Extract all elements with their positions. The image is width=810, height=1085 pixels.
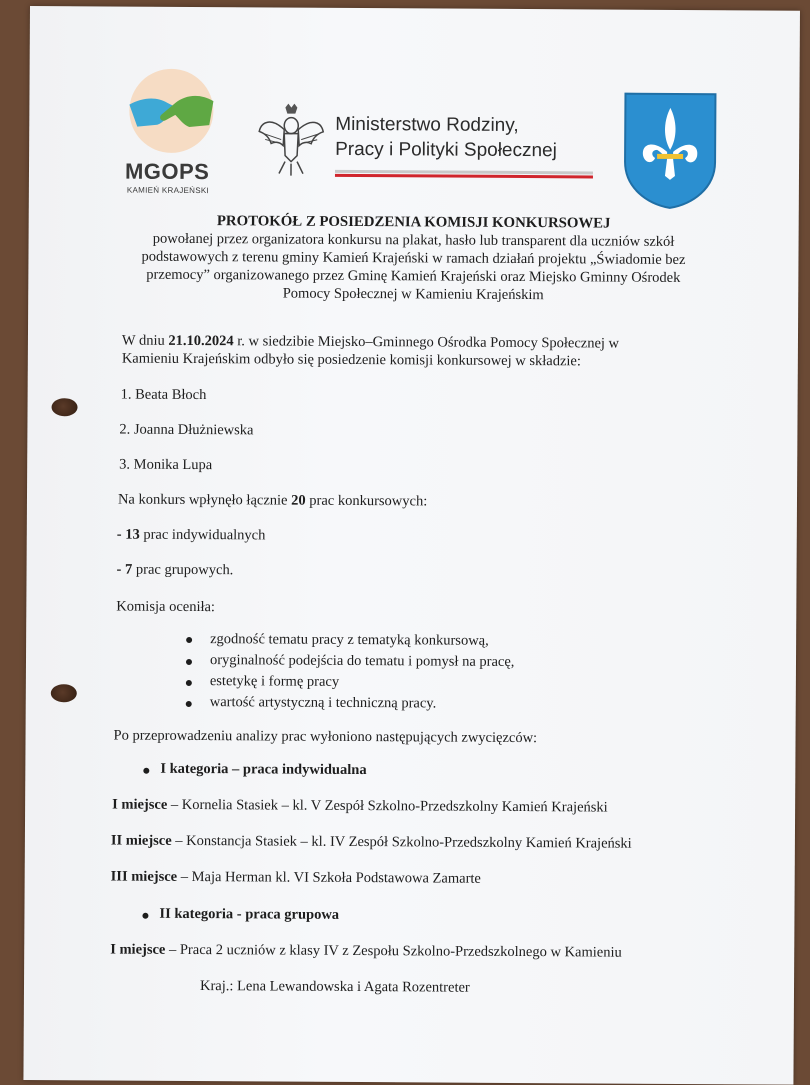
hands-icon — [123, 67, 220, 164]
category-1-place-2 — [111, 833, 632, 853]
document-title: PROTOKÓŁ Z POSIEDZENIA KOMISJI KONKURSOWEJ — [216, 213, 611, 232]
member-1: 1. Beata Błoch — [120, 386, 207, 404]
group-count: - 7 — [116, 561, 133, 578]
intro-line-2: Kamieniu Krajeńskim odbyło się posiedzenie komisji konkursowej w składzie: — [121, 350, 581, 370]
bullet-icon — [186, 701, 192, 707]
mgops-logo — [123, 67, 224, 208]
place-label: II miejsce — [110, 832, 172, 849]
place-winner: – Praca 2 uczniów z klasy IV z Zespołu Szkolno-Przedszkolnego w Kamieniu — [165, 941, 622, 961]
ministry-rule-red — [335, 174, 593, 179]
punch-hole — [51, 684, 77, 702]
place-winner: – Kornelia Stasiek – kl. V Zespół Szkolno-Przedszkolny Kamień Krajeński — [167, 796, 608, 816]
entries-suffix: prac konkursowych: — [305, 492, 428, 510]
member-2: 2. Joanna Dłużniewska — [119, 421, 254, 439]
entries-total-count: 20 — [291, 492, 306, 509]
group-text: prac grupowych. — [132, 561, 234, 579]
title-line-2: podstawowych z terenu gminy Kamień Krajeński w ramach działań projektu „Świadomie bez — [141, 248, 686, 269]
entries-group — [117, 562, 234, 580]
meeting-date: 21.10.2024 — [168, 332, 234, 350]
ministry-line-1: Ministerstwo Rodziny, — [335, 113, 519, 136]
criteria-item-3: estetykę i formę pracy — [209, 673, 340, 690]
intro-line-1 — [122, 333, 619, 353]
criteria-heading: Komisja oceniła: — [116, 598, 216, 616]
entries-prefix: Na konkurs wpłynęło łącznie — [117, 491, 292, 509]
bullet-icon — [186, 659, 192, 665]
bullet-icon — [186, 637, 192, 643]
criteria-item-1: zgodność tematu pracy z tematyką konkursową, — [210, 631, 489, 649]
document-page — [23, 6, 800, 1085]
category-2-place-1 — [110, 942, 622, 962]
mgops-name: MGOPS — [124, 158, 210, 185]
category-1-label: I kategoria – praca indywidualna — [160, 760, 367, 779]
member-3: 3. Monika Lupa — [119, 456, 213, 474]
intro-prefix: W dniu — [121, 332, 169, 349]
mgops-subtitle: KAMIEŃ KRAJEŃSKI — [126, 185, 210, 196]
place-winner: – Maja Herman kl. VI Szkoła Podstawowa Zamarte — [177, 868, 481, 887]
entries-individual — [117, 527, 266, 545]
coat-of-arms-icon — [623, 92, 718, 216]
place-label: I miejsce — [112, 796, 168, 813]
punch-hole — [51, 398, 77, 416]
ministry-name — [335, 112, 557, 163]
results-intro: Po przeprowadzeniu analizy prac wyłoniono następujących zwycięzców: — [113, 727, 538, 747]
place-label: III miejsce — [110, 868, 178, 885]
place-winner: – Konstancja Stasiek – kl. IV Zespół Szkolno-Przedszkolny Kamień Krajeński — [171, 832, 632, 852]
entries-total — [118, 492, 427, 511]
title-line-4: Pomocy Społecznej w Kamieniu Krajeńskim — [282, 285, 544, 304]
category-1-place-1 — [112, 797, 608, 817]
title-line-3: przemocy” organizowanego przez Gminę Kamień Krajeński oraz Miejsko Gminny Ośrodek — [146, 266, 681, 286]
category-2-continuation: Kraj.: Lena Lewandowska i Agata Rozentreter — [199, 978, 470, 996]
bullet-icon — [143, 768, 149, 774]
title-line-1: powołanej przez organizatora konkursu na plakat, hasło lub transparent dla uczniów szkół — [152, 230, 675, 250]
intro-suffix: r. w siedzibie Miejsko–Gminnego Ośrodka Pomocy Społecznej w — [233, 333, 620, 352]
category-2-label: II kategoria - praca grupowa — [159, 905, 340, 923]
ministry-line-2: Pracy i Polityki Społecznej — [335, 138, 557, 162]
criteria-item-4: wartość artystyczną i techniczną pracy. — [209, 694, 437, 712]
eagle-emblem-icon — [257, 103, 325, 182]
bullet-icon — [142, 913, 148, 919]
criteria-item-2: oryginalność podejścia do tematu i pomysł na pracę, — [209, 652, 515, 670]
individual-text: prac indywidualnych — [139, 526, 266, 544]
individual-count: - 13 — [116, 526, 140, 543]
place-label: I miejsce — [110, 941, 166, 958]
bullet-icon — [186, 680, 192, 686]
category-1-place-3 — [111, 869, 481, 888]
